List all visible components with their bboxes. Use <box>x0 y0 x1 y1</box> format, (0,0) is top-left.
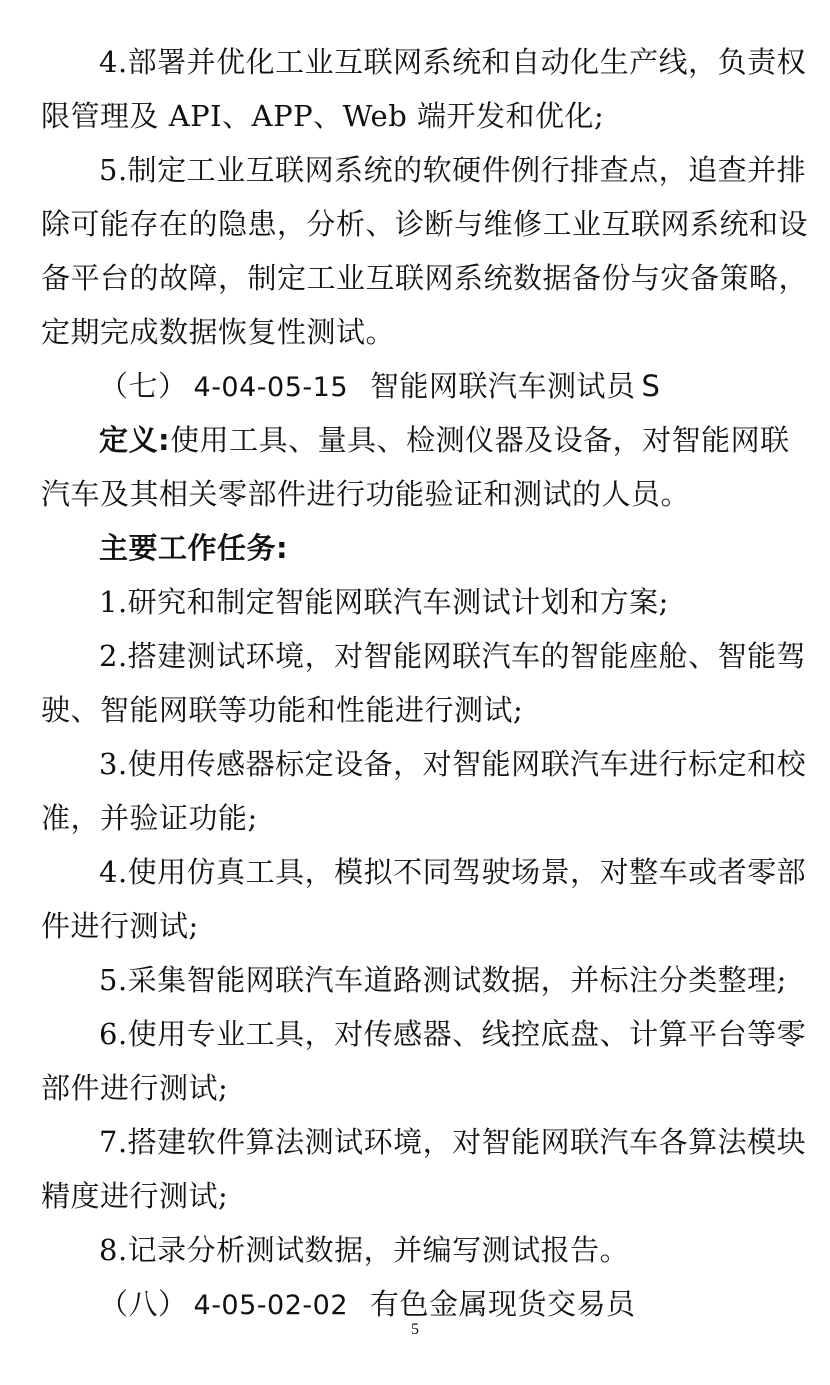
section-prefix: （八） <box>99 1287 188 1321</box>
task-line: 2.搭建测试环境，对智能网联汽车的智能座舱、智能驾 <box>99 639 807 673</box>
section-heading-7 <box>99 366 660 408</box>
definition-label: 定义: <box>99 423 171 457</box>
task-line: 部件进行测试; <box>41 1071 229 1105</box>
definition-line: 汽车及其相关零部件进行功能验证和测试的人员。 <box>41 477 691 511</box>
task-line: 精度进行测试; <box>41 1179 229 1213</box>
task-line: 件进行测试; <box>41 909 199 943</box>
occupation-code: 4-04-05-15 <box>193 372 348 403</box>
section-prefix: （七） <box>99 369 188 403</box>
task-line: 5.采集智能网联汽车道路测试数据，并标注分类整理; <box>99 963 787 997</box>
paragraph-line: 备平台的故障，制定工业互联网系统数据备份与灾备策略， <box>41 261 809 295</box>
occupation-code: 4-05-02-02 <box>193 1290 348 1321</box>
occupation-title: 智能网联汽车测试员 <box>370 369 636 403</box>
occupation-suffix: S <box>641 369 661 403</box>
tasks-heading: 主要工作任务: <box>99 531 289 565</box>
task-line: 3.使用传感器标定设备，对智能网联汽车进行标定和校 <box>99 747 807 781</box>
paragraph-line: 限管理及 API、APP、Web 端开发和优化; <box>41 99 605 133</box>
page-number: 5 <box>411 1321 419 1338</box>
task-line: 1.研究和制定智能网联汽车测试计划和方案; <box>99 585 669 619</box>
paragraph-line: 除可能存在的隐患，分析、诊断与维修工业互联网系统和设 <box>41 207 809 241</box>
definition-line <box>99 420 790 460</box>
occupation-title: 有色金属现货交易员 <box>370 1287 636 1321</box>
paragraph-line: 定期完成数据恢复性测试。 <box>41 315 396 349</box>
paragraph-line: 5.制定工业互联网系统的软硬件例行排查点，追查并排 <box>99 153 807 187</box>
task-line: 准，并验证功能; <box>41 801 258 835</box>
task-line: 8.记录分析测试数据，并编写测试报告。 <box>99 1233 630 1267</box>
task-line: 4.使用仿真工具，模拟不同驾驶场景，对整车或者零部 <box>99 855 807 889</box>
paragraph-line: 4.部署并优化工业互联网系统和自动化生产线，负责权 <box>99 45 807 79</box>
task-line: 7.搭建软件算法测试环境，对智能网联汽车各算法模块 <box>99 1125 807 1159</box>
task-line: 6.使用专业工具，对传感器、线控底盘、计算平台等零 <box>99 1017 807 1051</box>
task-line: 驶、智能网联等功能和性能进行测试; <box>41 693 524 727</box>
definition-text: 使用工具、量具、检测仪器及设备，对智能网联 <box>170 423 790 457</box>
